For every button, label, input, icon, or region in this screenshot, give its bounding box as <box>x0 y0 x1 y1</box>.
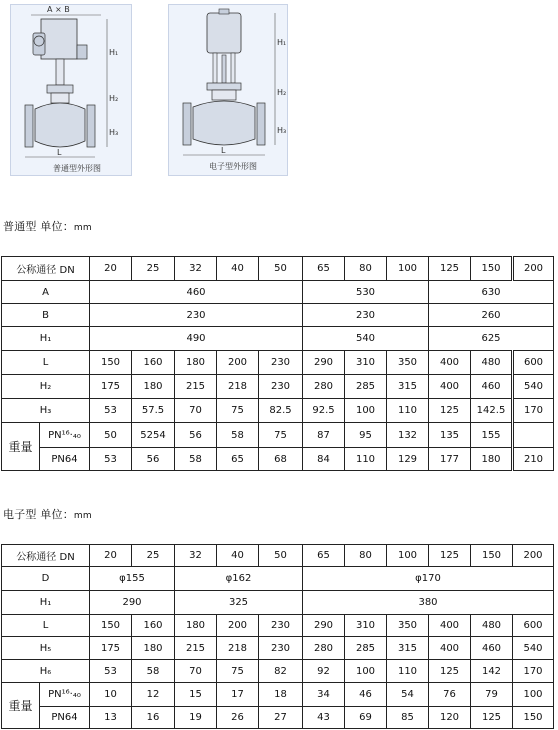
value-cell: 110 <box>345 448 387 471</box>
table-row <box>2 351 554 375</box>
value-cell: 100 <box>345 660 387 683</box>
dn-cell: 32 <box>175 257 217 281</box>
dn-cell: 100 <box>387 545 429 567</box>
dimension-ab-label: A × B <box>47 5 70 14</box>
header-dn-label: 公称通径 DN <box>2 545 90 567</box>
value-cell: 53 <box>90 399 132 423</box>
value-cell: 230 <box>259 637 303 660</box>
value-cell: 310 <box>345 615 387 637</box>
value-cell: 92.5 <box>303 399 345 423</box>
row-label: A <box>2 281 90 304</box>
dn-cell: 50 <box>259 257 303 281</box>
value-cell: 400 <box>429 351 471 375</box>
value-cell: 12 <box>132 683 175 707</box>
header-dn-label: 公称通径 DN <box>2 257 90 281</box>
value-cell: 460 <box>471 637 513 660</box>
value-cell: 13 <box>90 707 132 729</box>
value-cell: 27 <box>259 707 303 729</box>
value-cell: 280 <box>303 375 345 399</box>
dimension-l-label: L <box>221 146 226 155</box>
value-cell: 530 <box>303 281 429 304</box>
value-cell: 57.5 <box>132 399 175 423</box>
value-cell: 175 <box>90 637 132 660</box>
electronic-valve-drawing <box>169 5 287 175</box>
dn-cell: 40 <box>217 545 259 567</box>
standard-type-spec-table <box>1 256 554 471</box>
section-title: 电子型 单位： <box>3 508 74 521</box>
row-label: B <box>2 304 90 327</box>
value-cell: 132 <box>387 423 429 448</box>
value-cell: 630 <box>429 281 554 304</box>
value-cell: 315 <box>387 375 429 399</box>
value-cell: 53 <box>90 660 132 683</box>
table-row <box>2 448 554 471</box>
dimension-h3-label: H₃ <box>277 126 287 135</box>
value-cell: 177 <box>429 448 471 471</box>
table-row <box>2 637 554 660</box>
row-label: PN¹⁶·₄₀ <box>40 683 90 707</box>
table-row <box>2 399 554 423</box>
value-cell: 400 <box>429 615 471 637</box>
row-label: L <box>2 351 90 375</box>
value-cell: 200 <box>217 351 259 375</box>
value-cell: 54 <box>387 683 429 707</box>
dn-cell: 125 <box>429 257 471 281</box>
value-cell: 150 <box>90 615 132 637</box>
value-cell: 170 <box>513 399 554 423</box>
value-cell: 15 <box>175 683 217 707</box>
value-cell: 180 <box>132 375 175 399</box>
row-label: D <box>2 567 90 591</box>
dn-cell: 80 <box>345 257 387 281</box>
dn-cell: 40 <box>217 257 259 281</box>
value-cell: 58 <box>217 423 259 448</box>
value-cell: 82 <box>259 660 303 683</box>
dimension-h1-label: H₁ <box>277 38 287 47</box>
table-row <box>2 707 554 729</box>
value-cell: 160 <box>132 351 175 375</box>
dn-cell: 200 <box>513 257 554 281</box>
row-label: PN¹⁶·₄₀ <box>40 423 90 448</box>
dn-cell: 65 <box>303 545 345 567</box>
value-cell: 92 <box>303 660 345 683</box>
dn-cell: 20 <box>90 257 132 281</box>
value-cell: 460 <box>90 281 303 304</box>
value-cell: 325 <box>175 591 303 615</box>
row-label: H₁ <box>2 591 90 615</box>
value-cell: 19 <box>175 707 217 729</box>
value-cell: 100 <box>513 683 554 707</box>
figure-caption-electronic: 电子型外形图 <box>209 162 257 171</box>
value-cell: 540 <box>303 327 429 351</box>
value-cell: 70 <box>175 660 217 683</box>
table-row <box>2 281 554 304</box>
dn-cell: 20 <box>90 545 132 567</box>
value-cell: 129 <box>387 448 429 471</box>
value-cell: φ155 <box>90 567 175 591</box>
value-cell: φ162 <box>175 567 303 591</box>
value-cell: 400 <box>429 375 471 399</box>
dn-cell: 65 <box>303 257 345 281</box>
value-cell: 53 <box>90 448 132 471</box>
standard-valve-drawing <box>11 5 131 175</box>
value-cell: 180 <box>175 351 217 375</box>
value-cell: 230 <box>90 304 303 327</box>
value-cell: 315 <box>387 637 429 660</box>
value-cell: 400 <box>429 637 471 660</box>
row-label: L <box>2 615 90 637</box>
dimension-h3-label: H₃ <box>109 128 119 137</box>
value-cell: 160 <box>132 615 175 637</box>
dn-cell: 150 <box>471 257 513 281</box>
value-cell: 56 <box>175 423 217 448</box>
weight-label: 重量 <box>2 683 40 729</box>
value-cell: 540 <box>513 375 554 399</box>
value-cell: 82.5 <box>259 399 303 423</box>
value-cell: 150 <box>513 707 554 729</box>
value-cell: 290 <box>303 351 345 375</box>
value-cell: 69 <box>345 707 387 729</box>
value-cell: 100 <box>345 399 387 423</box>
value-cell: 87 <box>303 423 345 448</box>
value-cell: 290 <box>90 591 175 615</box>
table-row <box>2 423 554 448</box>
value-cell: 155 <box>471 423 513 448</box>
value-cell: 310 <box>345 351 387 375</box>
value-cell: 218 <box>217 375 259 399</box>
value-cell: 65 <box>217 448 259 471</box>
dn-cell: 100 <box>387 257 429 281</box>
standard-type-outline-drawing <box>10 4 132 176</box>
dimension-h1-label: H₁ <box>109 48 119 57</box>
value-cell: 380 <box>303 591 554 615</box>
dn-cell: 125 <box>429 545 471 567</box>
table-row <box>2 375 554 399</box>
value-cell: 125 <box>429 660 471 683</box>
value-cell: 600 <box>513 615 554 637</box>
value-cell: 200 <box>217 615 259 637</box>
table-row <box>2 545 554 567</box>
dn-cell: 25 <box>132 257 175 281</box>
value-cell: 16 <box>132 707 175 729</box>
value-cell <box>513 423 554 448</box>
value-cell: 290 <box>303 615 345 637</box>
value-cell: 75 <box>217 660 259 683</box>
value-cell: 480 <box>471 615 513 637</box>
dn-cell: 50 <box>259 545 303 567</box>
table-row <box>2 591 554 615</box>
value-cell: 142.5 <box>471 399 513 423</box>
value-cell: 230 <box>259 351 303 375</box>
value-cell: 84 <box>303 448 345 471</box>
table-row <box>2 683 554 707</box>
value-cell: 285 <box>345 637 387 660</box>
dn-cell: 25 <box>132 545 175 567</box>
value-cell: 43 <box>303 707 345 729</box>
value-cell: 350 <box>387 351 429 375</box>
value-cell: 125 <box>429 399 471 423</box>
value-cell: 58 <box>175 448 217 471</box>
value-cell: 230 <box>259 375 303 399</box>
dn-cell: 80 <box>345 545 387 567</box>
value-cell: 110 <box>387 399 429 423</box>
value-cell: 142 <box>471 660 513 683</box>
value-cell: 170 <box>513 660 554 683</box>
value-cell: 600 <box>513 351 554 375</box>
value-cell: 46 <box>345 683 387 707</box>
electronic-type-outline-drawing <box>168 4 288 176</box>
value-cell: 215 <box>175 375 217 399</box>
row-label: PN64 <box>40 448 90 471</box>
value-cell: 260 <box>429 304 554 327</box>
row-label: H₃ <box>2 399 90 423</box>
value-cell: 85 <box>387 707 429 729</box>
row-label: PN64 <box>40 707 90 729</box>
value-cell: 480 <box>471 351 513 375</box>
value-cell: 17 <box>217 683 259 707</box>
dimension-l-label: L <box>57 148 62 157</box>
value-cell: 180 <box>471 448 513 471</box>
row-label: H₆ <box>2 660 90 683</box>
value-cell: 120 <box>429 707 471 729</box>
value-cell: 110 <box>387 660 429 683</box>
figure-caption-standard: 普通型外形图 <box>53 164 101 173</box>
value-cell: 218 <box>217 637 259 660</box>
table-row <box>2 327 554 351</box>
value-cell: 285 <box>345 375 387 399</box>
table-row <box>2 567 554 591</box>
value-cell: 180 <box>132 637 175 660</box>
value-cell: 490 <box>90 327 303 351</box>
section-title: 普通型 单位： <box>3 220 74 233</box>
table-row <box>2 304 554 327</box>
value-cell: 10 <box>90 683 132 707</box>
row-label: H₅ <box>2 637 90 660</box>
value-cell: 95 <box>345 423 387 448</box>
value-cell: 215 <box>175 637 217 660</box>
value-cell: 625 <box>429 327 554 351</box>
dn-cell: 200 <box>513 545 554 567</box>
weight-label: 重量 <box>2 423 40 471</box>
value-cell: 180 <box>175 615 217 637</box>
row-label: H₂ <box>2 375 90 399</box>
value-cell: 150 <box>90 351 132 375</box>
value-cell: 70 <box>175 399 217 423</box>
value-cell: 350 <box>387 615 429 637</box>
value-cell: 79 <box>471 683 513 707</box>
value-cell: 230 <box>259 615 303 637</box>
table-row <box>2 257 554 281</box>
value-cell: 280 <box>303 637 345 660</box>
value-cell: 5254 <box>132 423 175 448</box>
value-cell: 56 <box>132 448 175 471</box>
value-cell: 68 <box>259 448 303 471</box>
section-unit: mm <box>73 223 92 233</box>
electronic-type-spec-table <box>1 544 554 729</box>
value-cell: 76 <box>429 683 471 707</box>
dn-cell: 150 <box>471 545 513 567</box>
section-heading-electronic <box>3 506 92 522</box>
value-cell: 540 <box>513 637 554 660</box>
value-cell: 230 <box>303 304 429 327</box>
value-cell: 135 <box>429 423 471 448</box>
section-heading-standard <box>3 218 92 234</box>
value-cell: 26 <box>217 707 259 729</box>
value-cell: φ170 <box>303 567 554 591</box>
table-row <box>2 615 554 637</box>
dn-cell: 32 <box>175 545 217 567</box>
section-unit: mm <box>73 511 92 521</box>
value-cell: 58 <box>132 660 175 683</box>
value-cell: 460 <box>471 375 513 399</box>
value-cell: 50 <box>90 423 132 448</box>
value-cell: 75 <box>259 423 303 448</box>
value-cell: 125 <box>471 707 513 729</box>
value-cell: 75 <box>217 399 259 423</box>
value-cell: 34 <box>303 683 345 707</box>
table-row <box>2 660 554 683</box>
dimension-h2-label: H₂ <box>277 88 287 97</box>
value-cell: 18 <box>259 683 303 707</box>
dimension-h2-label: H₂ <box>109 94 119 103</box>
value-cell: 175 <box>90 375 132 399</box>
row-label: H₁ <box>2 327 90 351</box>
value-cell: 210 <box>513 448 554 471</box>
